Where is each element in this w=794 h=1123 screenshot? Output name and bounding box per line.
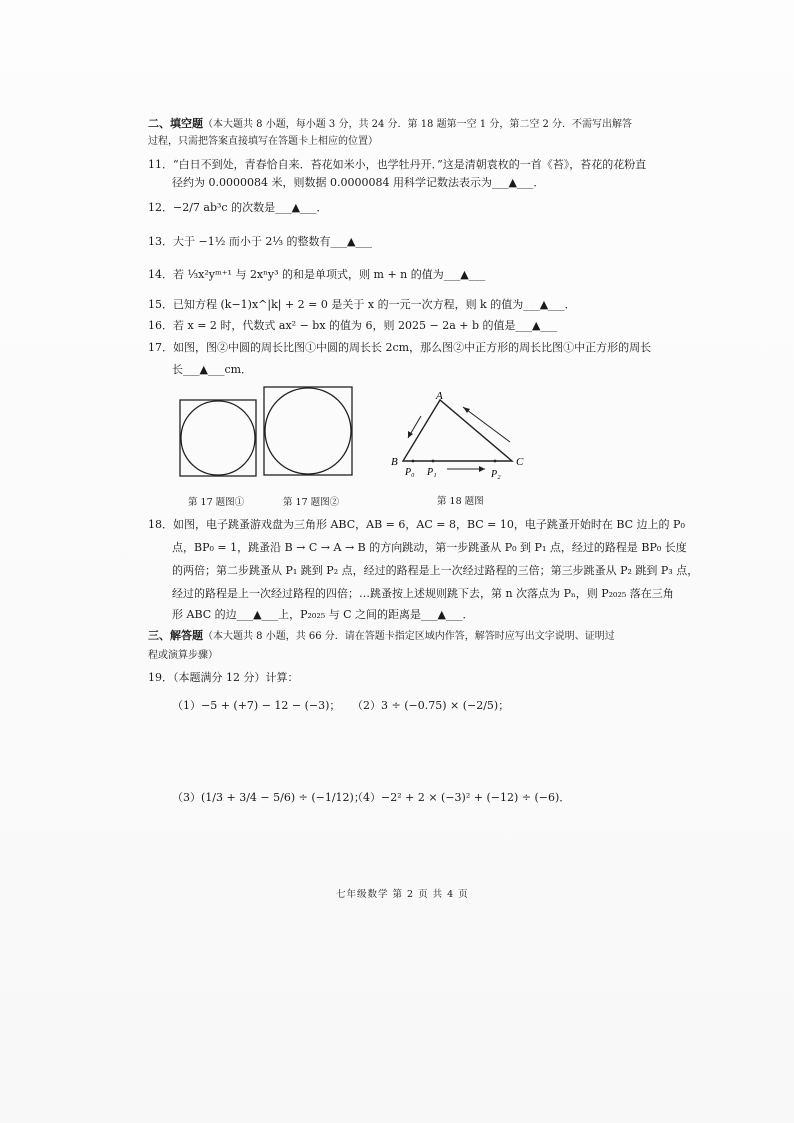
figure-18 [385, 385, 535, 480]
q15: 15．已知方程 (k−1)x^|k| + 2 = 0 是关于 x 的一元一次方程，则 k 的值为___▲___． [148, 298, 576, 311]
section2-header [148, 116, 632, 133]
q19-part1: （1）−5 + (+7) − 12 − (−3)； [172, 699, 341, 712]
q18-line4: 经过的路程是上一次经过路程的四倍；…跳蚤按上述规则跳下去，第 n 次落点为 Pₙ，则 P₂₀₂₅ 落在三角 [172, 587, 674, 600]
caption-18: 第 18 题图 [437, 496, 484, 507]
q13: 13．大于 −1½ 而小于 2⅓ 的整数有___▲___ [148, 235, 372, 248]
section3-header [148, 628, 615, 645]
label-a: A [436, 390, 443, 402]
point-p1 [432, 460, 435, 463]
label-c: C [516, 456, 524, 468]
circle-2 [265, 388, 351, 474]
q17-line1: 17．如图，图②中圆的周长比图①中圆的周长长 2cm，那么图②中正方形的周长比图①中正方形的周长 [148, 341, 652, 354]
point-p2 [494, 460, 497, 463]
figure-17-2 [262, 385, 354, 477]
q19-title: 19．（本题满分 12 分）计算： [148, 671, 299, 684]
figure-17-1 [178, 398, 258, 478]
label-p2: P₂ [491, 469, 501, 480]
q18-line5: 形 ABC 的边___▲___上，P₂₀₂₅ 与 C 之间的距离是___▲___． [172, 608, 474, 621]
q16: 16．若 x = 2 时，代数式 ax² − bx 的值为 6，则 2025 − 2a + b 的值是___▲___ [148, 319, 557, 332]
section3-heading: 三、解答题 [148, 629, 203, 642]
q11-line2: 径约为 0.0000084 米，则数据 0.0000084 用科学记数法表示为___▲___． [172, 176, 545, 189]
arrow-ab-head [408, 431, 413, 438]
q18-line2: 点，BP₀ = 1，跳蚤沿 B → C → A → B 的方向跳动，第一步跳蚤从 P₀ 到 P₁ 点，经过的路程是 BP₀ 长度 [172, 541, 687, 554]
section3-desc2: 程或演算步骤） [148, 650, 218, 661]
q19-part2: （2）3 ÷ (−0.75) × (−2/5)； [352, 699, 510, 712]
arrow-ca-line [463, 407, 510, 442]
section3-desc1: （本大题共 8 小题，共 66 分．请在答题卡指定区域内作答，解答时应写出文字说明、证明过 [203, 631, 615, 642]
q18-line3: 的两倍；第二步跳蚤从 P₁ 跳到 P₂ 点，经过的路程是上一次经过路程的三倍；第三步跳蚤从 P₂ 跳到 P₃ 点， [172, 564, 699, 577]
point-p0 [412, 460, 415, 463]
q19-part3: （3）(1/3 + 3/4 − 5/6) ÷ (−1/12)； [172, 791, 365, 804]
q19-part4: （4）−2² + 2 × (−3)² + (−12) ÷ (−6)． [352, 791, 571, 804]
section2-desc2: 过程，只需把答案直接填写在答题卡上相应的位置） [148, 136, 378, 147]
label-p0: P₀ [405, 467, 415, 478]
arrow-bc-head [479, 466, 485, 472]
q14: 14．若 ⅓x²yᵐ⁺¹ 与 2xⁿy³ 的和是单项式，则 m + n 的值为___▲___ [148, 268, 486, 281]
q12: 12．−2/7 ab³c 的次数是___▲___． [148, 201, 328, 214]
q18-line1: 18．如图，电子跳蚤游戏盘为三角形 ABC，AB = 6，AC = 8，BC = 10，电子跳蚤开始时在 BC 边上的 P₀ [148, 518, 685, 531]
arrow-ca-head [463, 407, 470, 413]
triangle-abc [403, 400, 512, 461]
label-b: B [391, 456, 398, 468]
q11-line1: 11．“白日不到处，青春恰自来．苔花如米小，也学牡丹开．”这是清朝袁枚的一首《苔》，苔花的花粉直 [148, 158, 647, 171]
page-footer: 七年级数学 第 2 页 共 4 页 [336, 889, 469, 900]
caption-17-1: 第 17 题图① [188, 497, 245, 508]
label-p1: P₁ [427, 467, 437, 478]
caption-17-2: 第 17 题图② [283, 497, 340, 508]
circle-1 [181, 401, 255, 475]
section2-heading: 二、填空题 [148, 117, 203, 130]
q17-line2: 长___▲___cm． [172, 363, 253, 376]
section2-desc1: （本大题共 8 小题，每小题 3 分，共 24 分．第 18 题第一空 1 分，第二空 2 分．不需写出解答 [203, 119, 633, 130]
